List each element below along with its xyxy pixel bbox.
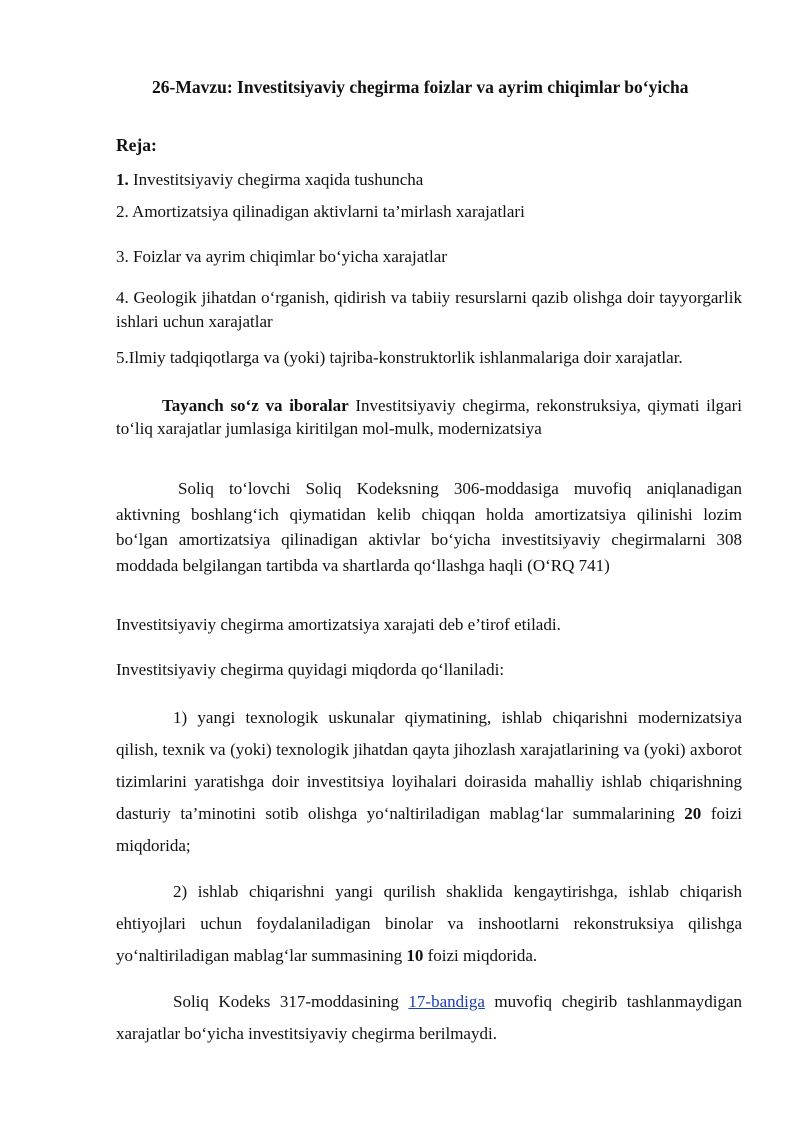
closing-paragraph: [116, 986, 742, 1050]
page-title: 26-Mavzu: Investitsiyaviy chegirma foizlar va ayrim chiqimlar bo‘yicha: [152, 77, 689, 97]
plan-item-3: 3. Foizlar va ayrim chiqimlar bo‘yicha xarajatlar: [116, 247, 447, 266]
list-item-2-text: 2) ishlab chiqarishni yangi qurilish shaklida kengaytirishga, ishlab chiqarish ehtiyojlari uchun foydalaniladigan binolar va inshootlarni rekonstruksiya qilishga yo‘naltiriladigan mablag‘lar summasining: [116, 882, 742, 965]
body-paragraph-2: Investitsiyaviy chegirma amortizatsiya xarajati deb e’tirof etiladi.: [116, 615, 561, 634]
list-item-1-percent: 20: [684, 804, 702, 823]
plan-item-4: 4. Geologik jihatdan o‘rganish, qidirish va tabiiy resurslarni qazib olishga doir tayyorgarlik ishlari uchun xarajatlar: [116, 288, 742, 331]
plan-item-5: 5.Ilmiy tadqiqotlarga va (yoki) tajriba-konstruktorlik ishlanmalariga doir xarajatlar.: [116, 348, 683, 367]
body-paragraph-3: Investitsiyaviy chegirma quyidagi miqdorda qo‘llaniladi:: [116, 660, 505, 679]
list-item-2-tail: foizi miqdorida.: [423, 946, 538, 965]
body-paragraph-1: Soliq to‘lovchi Soliq Kodeksning 306-moddasiga muvofiq aniqlanadigan aktivning boshlang‘ich qiymatidan kelib chiqqan holda amortizatsiya qilinishi lozim bo‘lgan amortizatsiya qilinadigan aktivlar bo‘yicha investitsiyaviy chegirmalarni 308 moddada belgilangan tartibda va shartlarda qo‘llashga haqli (O‘RQ 741): [116, 479, 742, 575]
keywords-label: Tayanch so‘z va iboralar: [162, 396, 349, 415]
closing-text: Soliq Kodeks 317-moddasining: [173, 992, 409, 1011]
closing-tail: muvofiq chegirib tashlanmaydigan xarajatlar bo‘yicha investitsiyaviy chegirma berilmaydi.: [116, 992, 742, 1043]
list-item-1: [116, 702, 742, 862]
keywords-text: Investitsiyaviy chegirma, rekonstruksiya, qiymati ilgari to‘liq xarajatlar jumlasiga kiritilgan mol-mulk, modernizatsiya: [116, 396, 742, 438]
plan-item-1-text: Investitsiyaviy chegirma xaqida tushuncha: [128, 170, 424, 189]
list-item-2: [116, 876, 742, 972]
list-item-1-text: 1) yangi texnologik uskunalar qiymatining, ishlab chiqarishni modernizatsiya qilish, texnik va (yoki) texnologik jihatdan qayta jihozlash xarajatlarining va (yoki) axborot tizimlarini yaratishga doir investitsiya loyihalari doirasida mahalliy ishlab chiqarishning dasturiy ta’minotini sotib olishga yo‘naltiriladigan mablag‘lar summalarining: [116, 708, 742, 823]
list-item-2-percent: 10: [406, 946, 424, 965]
plan-item-1-number: 1.: [116, 170, 129, 189]
plan-heading: Reja:: [116, 135, 157, 155]
keywords-paragraph: [116, 394, 742, 440]
list-item-1-tail: foizi miqdorida;: [116, 804, 742, 855]
plan-item-1: [116, 169, 423, 191]
article-17-link[interactable]: 17-bandiga: [408, 992, 485, 1011]
plan-item-2: 2. Amortizatsiya qilinadigan aktivlarni ta’mirlash xarajatlari: [116, 202, 525, 221]
